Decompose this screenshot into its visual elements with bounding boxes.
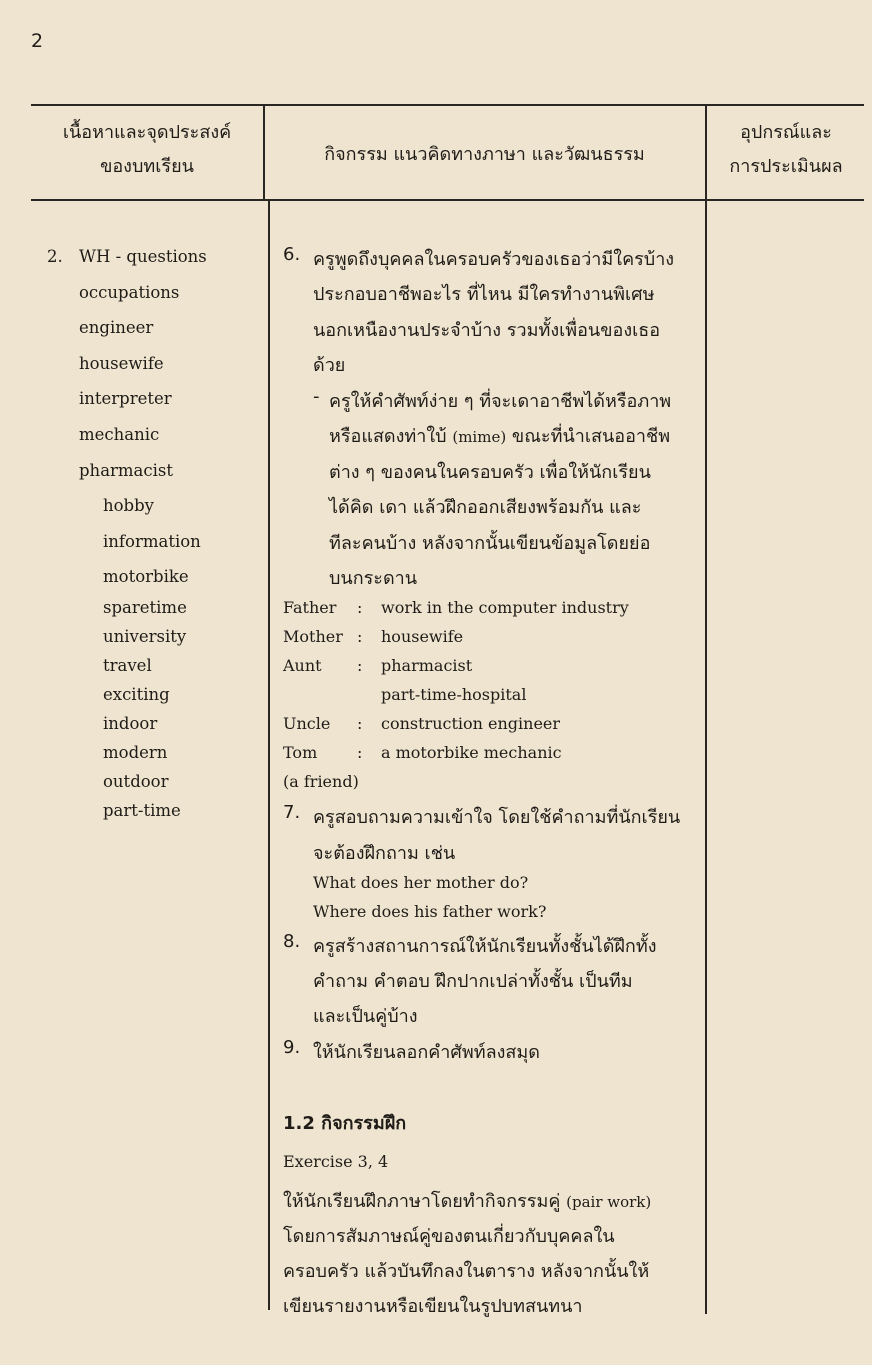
vocab-word: occupations <box>79 283 180 302</box>
vocab-word: motorbike <box>103 567 189 586</box>
item-9-number: 9. <box>283 1037 301 1058</box>
vocab-word: engineer <box>79 318 154 337</box>
vocab-word: travel <box>103 656 152 675</box>
family-sep: : <box>357 656 363 675</box>
item-7-line: จะต้องฝึกถาม เช่น <box>313 843 456 864</box>
family-job: part-time-hospital <box>381 685 527 704</box>
section-title: กิจกรรมฝึก <box>321 1113 407 1134</box>
exercise-label: Exercise 3, 4 <box>283 1152 389 1171</box>
sub-line-english: (mime) <box>452 428 507 446</box>
left-heading: WH - questions <box>79 247 207 266</box>
paragraph-line: ครอบครัว แล้วบันทึกลงในตาราง หลังจากนั้นให้ <box>283 1261 650 1282</box>
sub-dash: - <box>313 386 320 407</box>
sub-line: ต่าง ๆ ของคนในครอบครัว เพื่อให้นักเรียน <box>329 462 651 483</box>
item-7-line: ครูสอบถามความเข้าใจ โดยใช้คำถามที่นักเรียน <box>313 807 681 828</box>
sub-line: ได้คิด เดา แล้วฝึกออกเสียงพร้อมกัน และ <box>329 497 642 518</box>
left-number: 2. <box>47 247 63 266</box>
family-person: Father <box>283 598 337 617</box>
item-8-line: ครูสร้างสถานการณ์ให้นักเรียนทั้งชั้นได้ฝึกทั้ง <box>313 936 657 957</box>
family-sep: : <box>357 627 363 646</box>
item-6-line: ประกอบอาชีพอะไร ที่ไหน มีใครทำงานพิเศษ <box>313 284 655 305</box>
header-materials-evaluation <box>706 116 866 184</box>
sub-line: ทีละคนบ้าง หลังจากนั้นเขียนข้อมูลโดยย่อ <box>329 533 651 554</box>
paragraph-part: ให้นักเรียนฝึกภาษาโดยทำกิจกรรมคู่ <box>283 1191 561 1212</box>
family-job: construction engineer <box>381 714 561 733</box>
vocab-word: indoor <box>103 714 158 733</box>
vocab-word: modern <box>103 743 168 762</box>
paragraph-line: โดยการสัมภาษณ์คู่ของตนเกี่ยวกับบุคคลใน <box>283 1226 615 1247</box>
vocab-word: exciting <box>103 685 170 704</box>
vocab-word: pharmacist <box>79 461 174 480</box>
vocab-word: mechanic <box>79 425 160 444</box>
family-job: a motorbike mechanic <box>381 743 562 762</box>
header-activities: กิจกรรม แนวคิดทางภาษา และวัฒนธรรม <box>324 144 645 165</box>
paragraph-line-mixed <box>283 1186 651 1215</box>
section-heading <box>283 1108 406 1137</box>
column-divider-1-body <box>268 200 270 1310</box>
item-6-line: ครูพูดถึงบุคคลในครอบครัวของเธอว่ามีใครบ้าง <box>313 249 675 270</box>
item-7-example: Where does his father work? <box>313 902 547 921</box>
item-8-line: คำถาม คำตอบ ฝึกปากเปล่าทั้งชั้น เป็นทีม <box>313 971 633 992</box>
header-col1-line1: เนื้อหาและจุดประสงค์ <box>62 122 232 143</box>
family-person: Aunt <box>283 656 322 675</box>
item-9-line: ให้นักเรียนลอกคำศัพท์ลงสมุด <box>313 1042 540 1063</box>
table-header-rule <box>31 199 864 201</box>
vocab-word: sparetime <box>103 598 187 617</box>
sub-line-part: ขณะที่นำเสนออาชีพ <box>511 426 671 447</box>
vocab-word: information <box>103 532 201 551</box>
item-6-line: ด้วย <box>313 355 346 376</box>
friend-note: (a friend) <box>283 772 359 791</box>
item-6-number: 6. <box>283 244 301 265</box>
sub-line-mixed <box>329 421 670 450</box>
vocab-word: hobby <box>103 496 155 515</box>
header-content-objectives <box>31 116 263 184</box>
item-8-number: 8. <box>283 931 301 952</box>
paragraph-english: (pair work) <box>566 1193 652 1211</box>
header-col1-line2: ของบทเรียน <box>100 156 194 177</box>
sub-line-part: หรือแสดงท่าใบ้ <box>329 426 447 447</box>
item-6-line: นอกเหนืองานประจำบ้าง รวมทั้งเพื่อนของเธอ <box>313 320 661 341</box>
vocab-word: university <box>103 627 187 646</box>
vocab-word: part-time <box>103 801 181 820</box>
family-person: Mother <box>283 627 343 646</box>
header-col3-line1: อุปกรณ์และ <box>740 122 832 143</box>
family-sep: : <box>357 714 363 733</box>
section-number: 1.2 <box>283 1113 315 1134</box>
sub-line: ครูให้คำศัพท์ง่าย ๆ ที่จะเดาอาชีพได้หรือภาพ <box>329 391 672 412</box>
paragraph-line: เขียนรายงานหรือเขียนในรูปบทสนทนา <box>283 1296 583 1317</box>
header-col3-line2: การประเมินผล <box>729 156 843 177</box>
family-job: work in the computer industry <box>381 598 629 617</box>
family-sep: : <box>357 743 363 762</box>
family-job: housewife <box>381 627 464 646</box>
page-number: 2 <box>31 30 44 52</box>
family-job: pharmacist <box>381 656 473 675</box>
vocab-word: housewife <box>79 354 164 373</box>
vocab-word: outdoor <box>103 772 169 791</box>
table-top-rule <box>31 104 864 106</box>
item-7-number: 7. <box>283 802 301 823</box>
item-7-example: What does her mother do? <box>313 873 529 892</box>
column-divider-2 <box>705 104 707 1314</box>
family-sep: : <box>357 598 363 617</box>
family-person: Tom <box>283 743 318 762</box>
item-8-line: และเป็นคู่บ้าง <box>313 1006 418 1027</box>
vocab-word: interpreter <box>79 389 172 408</box>
sub-line: บนกระดาน <box>329 568 418 589</box>
family-person: Uncle <box>283 714 331 733</box>
